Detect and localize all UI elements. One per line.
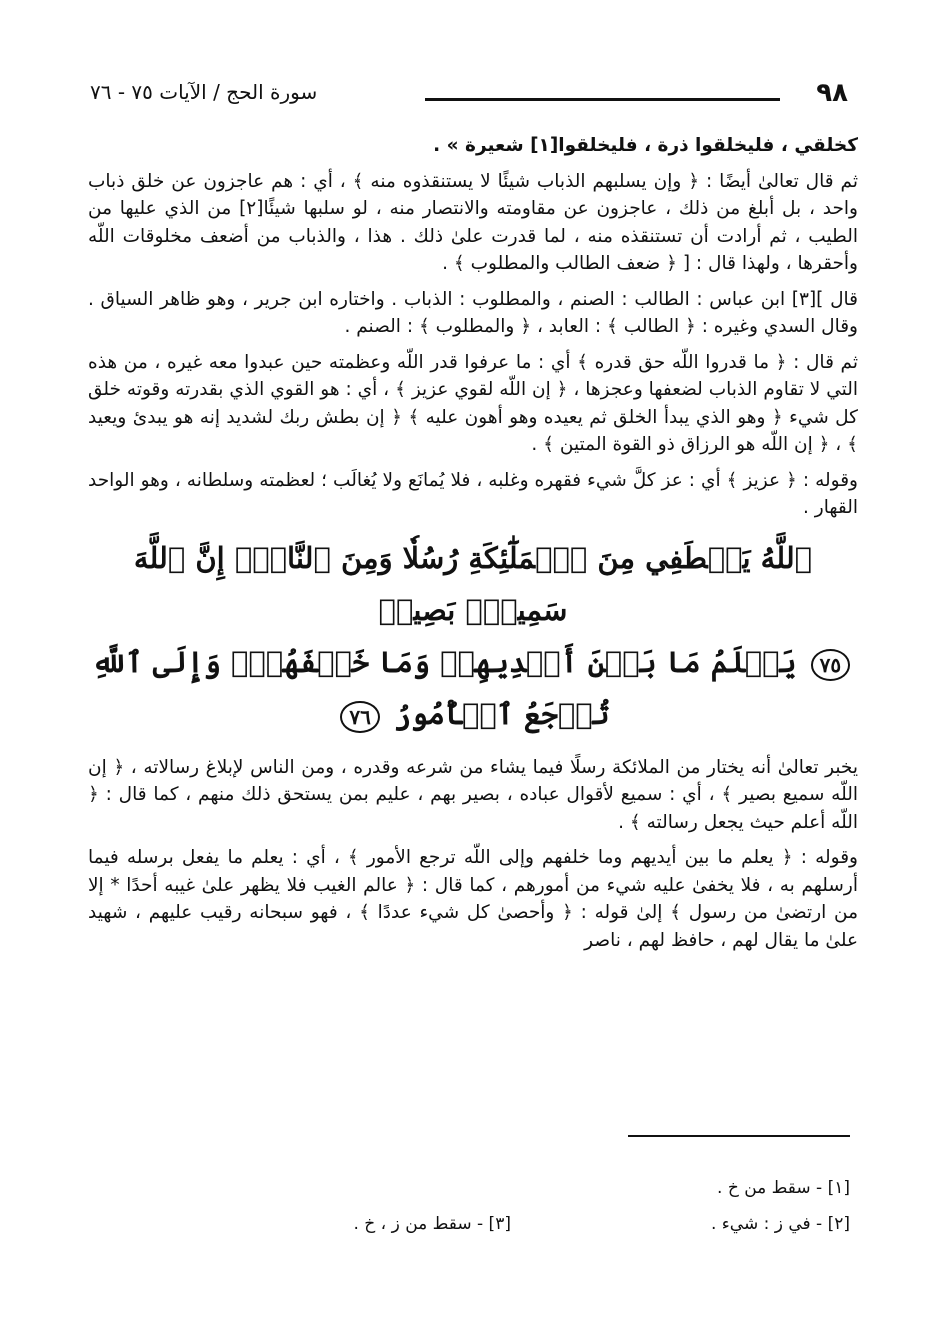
ayah-number-marker: ٧٦ <box>340 701 379 733</box>
verse-text: ٱللَّهُ يَصۡطَفِي مِنَ ٱلۡمَلَٰٓئِكَةِ رُسُلٗا وَمِنَ ٱلنَّاسِۚ إِنَّ ٱللَّهَ سَمِيعُۢ بَصِيرٞ <box>133 540 813 627</box>
footnote-row <box>150 1206 850 1242</box>
running-title: سورة الحج / الآيات ٧٥ - ٧٦ <box>90 80 318 104</box>
verse-line <box>88 532 858 636</box>
header-rule <box>425 98 780 101</box>
footnote: [٢] - في ز : شيء . <box>710 1214 850 1234</box>
footnote-rule <box>628 1135 850 1137</box>
verse-text: يَعۡلَمُ مَا بَيۡنَ أَيۡدِيهِمۡ وَمَا خَلۡفَهُمۡۗ وَإِلَى ٱللَّهِ تُرۡجَعُ ٱلۡأُمُورُ <box>91 644 797 731</box>
paragraph: كخلقي ، فليخلقوا ذرة ، فليخلقوا[١] شعيرة » . <box>433 135 858 156</box>
paragraph: ثم قال تعالىٰ أيضًا : ﴿ وإن يسلبهم الذباب شيئًا لا يستنقذوه منه ﴾ ، أي : هم عاجزون عن خلق ذباب واحد ، بل أبلغ من ذلك ، عاجزون عن مقاومته والانتصار منه ، لو سلبها شيئًا[٢] من الذي عليها من الطيب ، ثم أرادت أن تستنقذه منه ، لما قدرت علىٰ ذلك . هذا ، والذباب من أضعف مخلوقات اللّه وأحقرها ، ولهذا قال : [ ﴿ ضعف الطالب والمطلوب ﴾ . <box>88 170 858 274</box>
paragraph: قال ][٣] ابن عباس : الطالب : الصنم ، والمطلوب : الذباب . واختاره ابن جرير ، وهو ظاهر السياق . وقال السدي وغيره : ﴿ الطالب ﴾ : العابد ، ﴿ والمطلوب ﴾ : الصنم . <box>88 288 858 337</box>
ayah-number-marker: ٧٥ <box>811 649 850 681</box>
main-text <box>88 132 858 962</box>
footnote: [١] - سقط من خ . <box>717 1178 850 1198</box>
verse-line <box>88 636 858 740</box>
paragraph: يخبر تعالىٰ أنه يختار من الملائكة رسلًا فيما يشاء من شرعه وقدره ، ومن الناس لإبلاغ رسالاته ، ﴿ إن اللّه سميع بصير ﴾ ، أي : سميع لأقوال عباده ، بصير بهم ، عليم بمن يستحق ذلك منهم ، كما قال : ﴿ اللّه أعلم حيث يجعل رسالته ﴾ . <box>88 756 858 833</box>
page-header <box>90 78 848 118</box>
paragraph: وقوله : ﴿ عزيز ﴾ أي : عز كلَّ شيء فقهره وغلبه ، فلا يُمانَع ولا يُغالَب ؛ لعظمته وسلطانه ، وهو الواحد القهار . <box>88 469 858 518</box>
quran-verse <box>88 532 858 740</box>
paragraph: وقوله : ﴿ يعلم ما بين أيديهم وما خلفهم وإلى اللّه ترجع الأمور ﴾ ، أي : يعلم ما يفعل برسله فيما أرسلهم به ، فلا يخفىٰ عليه شيء من أمورهم ، كما قال : ﴿ عالم الغيب فلا يظهر علىٰ غيبه أحدًا * إلا من ارتضىٰ من رسول ﴾ إلىٰ قوله : ﴿ وأحصىٰ كل شيء عددًا ﴾ ، فهو سبحانه رقيب عليهم ، شهيد علىٰ ما يقال لهم ، حافظ لهم ، ناصر <box>88 847 858 951</box>
page-number: ٩٨ <box>816 78 848 108</box>
footnote-row <box>150 1170 850 1206</box>
footnotes <box>150 1170 850 1242</box>
footnote: [٣] - سقط من ز ، خ . <box>353 1214 511 1234</box>
paragraph: ثم قال : ﴿ ما قدروا اللّه حق قدره ﴾ أي : ما عرفوا قدر اللّه وعظمته حين عبدوا معه غيره ، من هذه التي لا تقاوم الذباب لضعفها وعجزها ، ﴿ إن اللّه لقوي عزيز ﴾ ، أي : هو القوي الذي بقدرته وقوته خلق كل شيء ﴿ وهو الذي يبدأ الخلق ثم يعيده وهو أهون عليه ﴾ ﴿ إن بطش ربك لشديد إنه هو يبدئ ويعيد ﴾ ، ﴿ إن اللّه هو الرزاق ذو القوة المتين ﴾ . <box>88 351 858 455</box>
